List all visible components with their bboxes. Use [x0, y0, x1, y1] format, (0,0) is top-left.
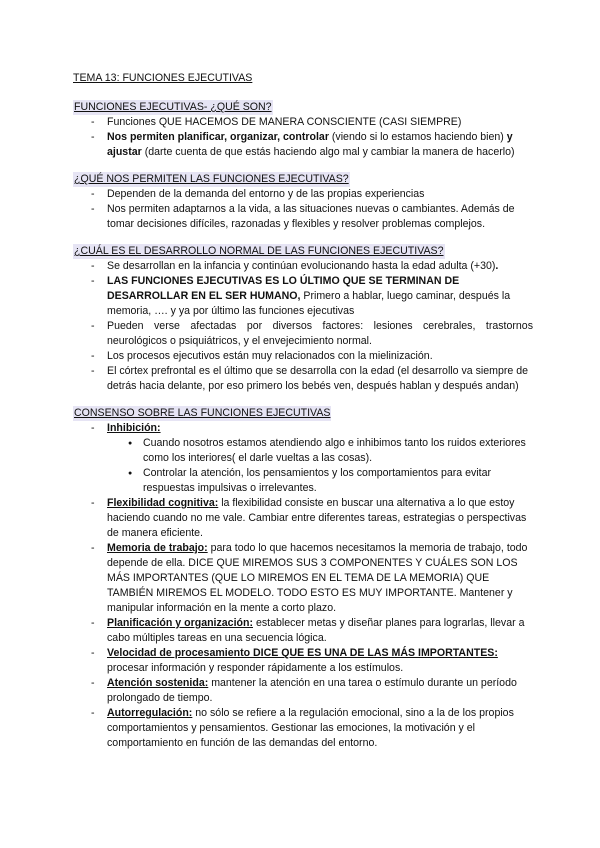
text: Se desarrollan en la infancia y continúan evolucionando hasta la edad adulta (+30)	[107, 260, 496, 272]
bullet-list	[73, 259, 533, 394]
list-item: - El córtex prefrontal es el último que se desarrolla con la edad (el desarrollo va siempre de detrás hacia delante, por eso primero los bebés ven, después hablan y después andan)	[107, 364, 533, 394]
list-item	[107, 676, 533, 706]
text: mantener la atención en una tarea o estímulo durante un período prolongado de tiempo.	[107, 677, 517, 704]
bold-label: Inhibición:	[107, 422, 161, 434]
bold-label: Flexibilidad cognitiva:	[107, 497, 219, 509]
section-heading: CONSENSO SOBRE LAS FUNCIONES EJECUTIVAS	[74, 407, 331, 419]
section-heading: ¿CUÁL ES EL DESARROLLO NORMAL DE LAS FUNCIONES EJECUTIVAS?	[74, 245, 444, 257]
text: Primero a hablar, luego caminar, después la memoria, …. y ya por último las funciones ejecutivas	[107, 290, 511, 317]
text: no sólo se refiere a la regulación emocional, sino a la de los propios comportamientos y pensamientos. Gestionar las emociones, la motivación y el comportamiento en función de las demandas del entorno.	[107, 707, 514, 749]
section-heading: ¿QUÉ NOS PERMITEN LAS FUNCIONES EJECUTIVAS?	[74, 173, 349, 185]
list-item: - Nos permiten adaptarnos a la vida, a las situaciones nuevas o cambiantes. Además de tomar decisiones difíciles, razonadas y flexibles y resolver problemas complejos.	[107, 202, 533, 232]
bold-label: Memoria de trabajo:	[107, 542, 208, 554]
list-item	[107, 706, 533, 751]
section-consenso	[73, 406, 533, 751]
list-item	[107, 646, 533, 676]
section-desarrollo	[73, 244, 533, 394]
sub-list-item: ● Controlar la atención, los pensamientos y los comportamientos para evitar respuestas impulsivas o irrelevantes.	[143, 466, 533, 496]
list-item	[107, 496, 533, 541]
section-que-permiten	[73, 172, 533, 232]
bullet-list	[73, 187, 533, 232]
list-item	[107, 421, 533, 496]
document-page	[73, 71, 533, 763]
bold-text: LAS FUNCIONES EJECUTIVAS ES LO ÚLTIMO QUE SE TERMINAN DE DESARROLLAR EN EL SER HUMANO,	[107, 275, 460, 302]
sub-bullet-list	[107, 436, 533, 496]
section-heading: FUNCIONES EJECUTIVAS- ¿QUÉ SON?	[74, 101, 272, 113]
text: (viendo si lo estamos haciendo bien)	[328, 131, 507, 143]
text: procesar información y responder rápidamente a los estímulos.	[107, 662, 404, 674]
text: para todo lo que hacemos necesitamos la memoria de trabajo, todo depende de ella. DICE QUE MIREMOS SUS 3 COMPONENTES Y CUÁLES SON LOS MÁS IMPORTANTES (QUE LO MIREMOS EN EL TEMA DE LA MEMORIA) QUE TAMBIÉN MIREMOS EL MODELO. TODO ESTO ES MUY IMPORTANTE. Mantener y manipular información en la mente a corto plazo.	[107, 542, 528, 614]
section-que-son	[73, 100, 533, 160]
list-item	[107, 274, 533, 319]
list-item: - Dependen de la demanda del entorno y de las propias experiencias	[107, 187, 533, 202]
list-item	[107, 259, 533, 274]
bold-label: Velocidad de procesamiento DICE QUE ES UNA DE LAS MÁS IMPORTANTES:	[107, 647, 498, 659]
text: establecer metas y diseñar planes para lograrlas, llevar a cabo múltiples tareas en una secuencia lógica.	[107, 617, 525, 644]
bullet-list	[73, 115, 533, 160]
document-title: TEMA 13: FUNCIONES EJECUTIVAS	[73, 72, 253, 84]
list-item: - Pueden verse afectadas por diversos factores: lesiones cerebrales, trastornos neurológicos o psiquiátricos, y el envejecimiento normal.	[107, 319, 533, 349]
text: la flexibilidad consiste en buscar una alternativa a lo que estoy haciendo cuando no me vale. Cambiar entre diferentes tareas, estrategias o perspectivas de manera eficiente.	[107, 497, 527, 539]
text: (darte cuenta de que estás haciendo algo mal y cambiar la manera de hacerlo)	[141, 146, 515, 158]
list-item: - Los procesos ejecutivos están muy relacionados con la mielinización.	[107, 349, 533, 364]
list-item	[107, 541, 533, 616]
list-item	[107, 616, 533, 646]
sub-list-item: ● Cuando nosotros estamos atendiendo algo e inhibimos tanto los ruidos exteriores como los interiores( el darle vueltas a las cosas).	[143, 436, 533, 466]
bold-text: .	[495, 260, 499, 272]
bold-text: y ajustar	[107, 131, 513, 158]
bullet-list	[73, 421, 533, 751]
list-item: - Funciones QUE HACEMOS DE MANERA CONSCIENTE (CASI SIEMPRE)	[107, 115, 533, 130]
bold-label: Autorregulación:	[107, 707, 193, 719]
bold-label: Atención sostenida:	[107, 677, 209, 689]
bold-text: Nos permiten planificar, organizar, controlar	[107, 131, 329, 143]
list-item	[107, 130, 533, 160]
bold-label: Planificación y organización:	[107, 617, 253, 629]
